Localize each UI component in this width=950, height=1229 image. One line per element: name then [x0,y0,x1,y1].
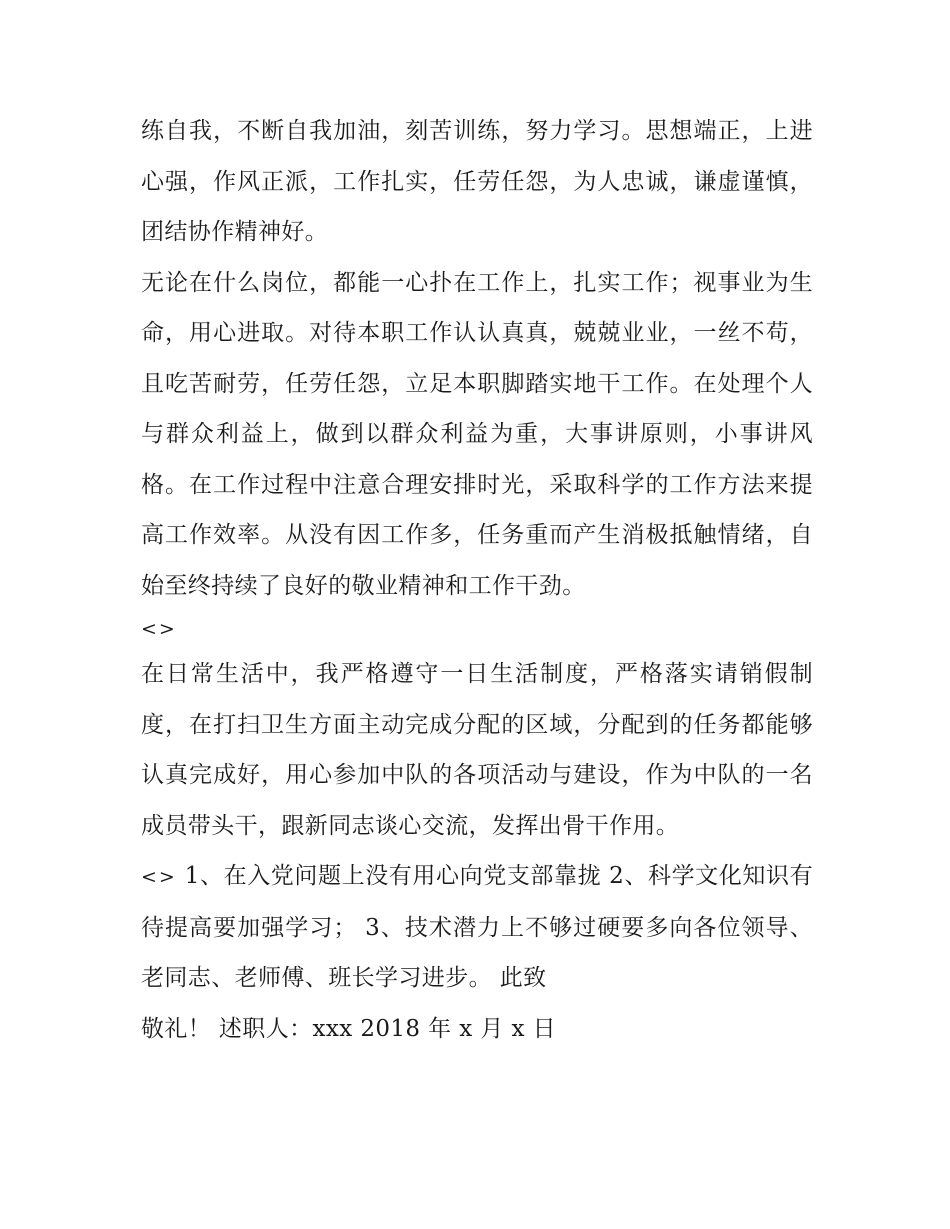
closing-signature: 敬礼！ 述职人：xxx 2018 年 x 月 x 日 [141,1015,556,1042]
paragraph-work-attitude: 无论在什么岗位，都能一心扑在工作上，扎实工作；视事业为生命，用心进取。对待本职工作认认真真，兢兢业业，一丝不苟，且吃苦耐劳，任劳任怨，立足本职脚踏实地干工作。在处理个人与群众利益上，做到以群众利益为重，大事讲原则，小事讲风格。在工作过程中注意合理安排时光，采取科学的工作方法来提高工作效率。从没有因工作多，任务重而产生消极抵触情绪，自始至终持续了良好的敬业精神和工作干劲。 [141,269,813,599]
section-marker-inline: <> [141,866,177,888]
section-marker: <> [141,618,177,640]
paragraph-daily-life: 在日常生活中，我严格遵守一日生活制度，严格落实请销假制度，在打扫卫生方面主动完成分配的区域，分配到的任务都能够认真完成好，用心参加中队的各项活动与建设，作为中队的一名成员带头干，跟新同志谈心交流，发挥出骨干作用。 [141,661,813,839]
paragraph-self-discipline: 练自我，不断自我加油，刻苦训练，努力学习。思想端正，上进心强，作风正派，工作扎实，任劳任怨，为人忠诚，谦虚谨慎，团结协作精神好。 [141,118,813,245]
shortcomings-text: 1、在入党问题上没有用心向党支部靠拢 2、科学文化知识有待提高要加强学习； 3、技术潜力上不够过硬要多向各位领导、老同志、老师傅、班长学习进步。 此致 [141,863,813,991]
document-body [141,106,813,1054]
paragraph-shortcomings [141,851,813,1004]
